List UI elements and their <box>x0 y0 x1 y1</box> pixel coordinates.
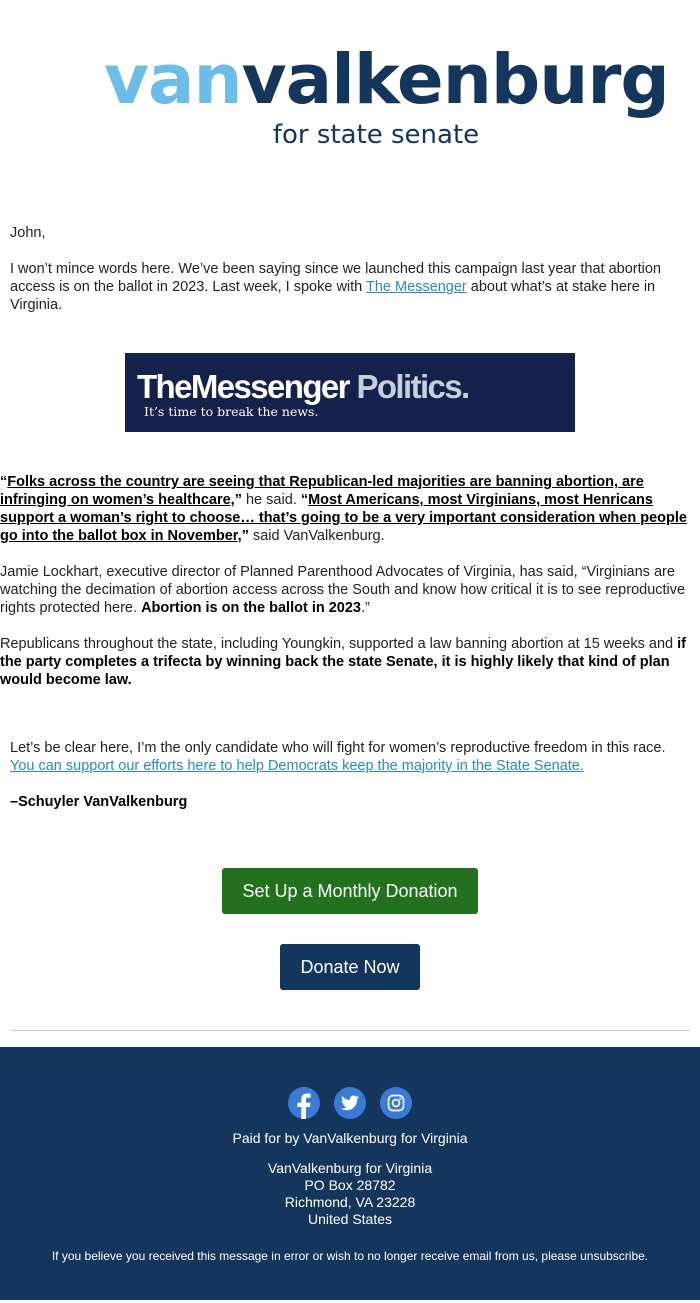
lockhart-paragraph <box>0 563 700 617</box>
messenger-link[interactable]: The Messenger <box>366 279 467 295</box>
logo-wordmark <box>104 40 669 120</box>
messenger-politics-banner[interactable] <box>125 353 575 432</box>
logo-valkenburg-text: valkenburg <box>241 40 669 120</box>
donate-now-button[interactable]: Donate Now <box>280 944 420 990</box>
mailing-address <box>0 1160 700 1228</box>
divider <box>10 1030 690 1031</box>
quote2-said: said VanValkenburg. <box>248 528 385 544</box>
campaign-logo <box>0 40 700 170</box>
social-icons <box>0 1087 700 1119</box>
logo-van-text: van <box>104 40 242 120</box>
address-org: VanValkenburg for Virginia <box>267 1160 433 1176</box>
quote1-open: “ <box>0 474 8 490</box>
paid-for-disclaimer: Paid for by VanValkenburg for Virginia <box>232 1130 468 1146</box>
clear-text: Let’s be clear here, I’m the only candidate who will fight for women’s reproductive freedom in this race. <box>10 740 666 756</box>
republicans-bold: if the party completes a trifecta by winning back the state Senate, it is highly likely that kind of plan would become law. <box>0 636 687 688</box>
intro-text-1: I won’t mince words here. We’ve been saying since we launched this campaign last year that abortion access is on the ballot in 2023. Last week, I spoke with <box>10 261 661 295</box>
logo-subtitle: for state senate <box>272 120 480 150</box>
twitter-icon[interactable] <box>334 1087 366 1119</box>
intro-paragraph <box>10 260 690 314</box>
republicans-text: Republicans throughout the state, including Youngkin, supported a law banning abortion at 15 weeks and <box>0 636 678 652</box>
banner-tagline: It’s time to break the news. <box>144 404 319 419</box>
address-country: United States <box>307 1211 393 1227</box>
quote2-open: “ <box>300 492 309 508</box>
lockhart-text: Jamie Lockhart, executive director of Planned Parenthood Advocates of Virginia, has said, “Virginians are watching the decimation of abortion access across the South and know how critical it is to see reproductive rights protected here. <box>0 564 686 616</box>
quote1-close: ” <box>234 492 242 508</box>
facebook-icon[interactable] <box>288 1087 320 1119</box>
banner-title-politics: Politics. <box>356 368 469 405</box>
footer <box>0 1047 700 1300</box>
banner-title-messenger: TheMessenger <box>137 368 349 405</box>
support-link[interactable]: You can support our efforts here to help Democrats keep the majority in the State Senate. <box>10 758 584 774</box>
quote-paragraph <box>0 473 700 545</box>
closing-paragraph <box>10 739 690 775</box>
quote2-close: ” <box>241 528 249 544</box>
address-po-box: PO Box 28782 <box>304 1177 396 1193</box>
unsubscribe-notice[interactable]: If you believe you received this message in error or wish to no longer receive email from us, please unsubscribe. <box>51 1249 649 1263</box>
lockhart-bold: Abortion is on the ballot in 2023 <box>141 600 361 616</box>
lockhart-end: .” <box>361 600 370 616</box>
greeting: John, <box>10 225 46 241</box>
quote2-link[interactable]: Most Americans, most Virginians, most Henricans support a woman’s right to choose… that’s going to be a very important consideration when people go into the ballot box in November, <box>0 492 687 544</box>
monthly-donation-button[interactable]: Set Up a Monthly Donation <box>222 868 478 914</box>
quote1-said: he said. <box>241 492 301 508</box>
address-city: Richmond, VA 23228 <box>284 1194 416 1210</box>
quote1-link[interactable]: Folks across the country are seeing that Republican-led majorities are banning abortion, are infringing on women’s healthcare, <box>0 474 644 508</box>
republicans-paragraph <box>0 635 700 689</box>
intro-text-2: about what’s at stake here in Virginia. <box>10 279 656 313</box>
instagram-icon[interactable] <box>380 1087 412 1119</box>
banner-title <box>137 367 469 407</box>
signature: –Schuyler VanValkenburg <box>10 794 188 810</box>
